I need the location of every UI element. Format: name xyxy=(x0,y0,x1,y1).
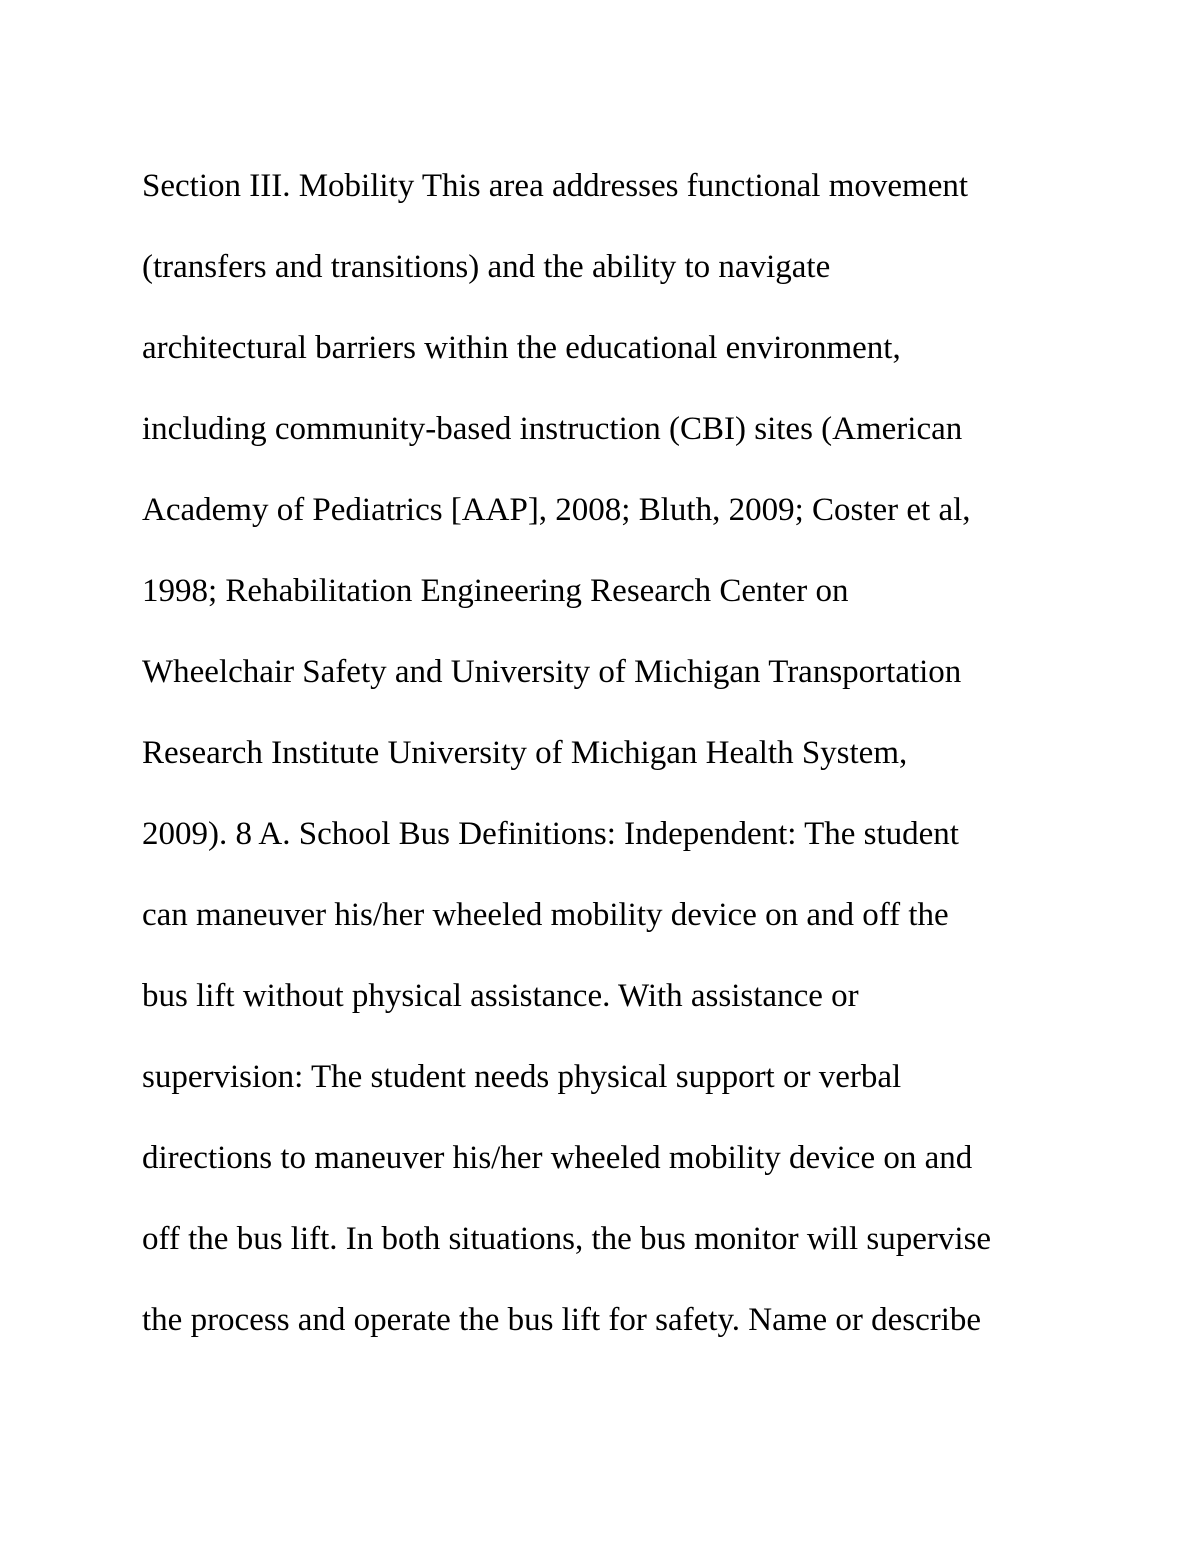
text-line-8: Research Institute University of Michigan Health System, xyxy=(142,735,908,771)
text-line-6: 1998; Rehabilitation Engineering Research Center on xyxy=(142,573,849,609)
text-line-2: (transfers and transitions) and the ability to navigate xyxy=(142,249,831,285)
text-line-1: Section III. Mobility This area addresses functional movement xyxy=(142,168,969,204)
text-line-15: the process and operate the bus lift for safety. Name or describe xyxy=(142,1302,982,1338)
text-line-5: Academy of Pediatrics [AAP], 2008; Bluth, 2009; Coster et al, xyxy=(142,492,971,528)
text-line-14: off the bus lift. In both situations, the bus monitor will supervise xyxy=(142,1221,992,1257)
text-line-12: supervision: The student needs physical support or verbal xyxy=(142,1059,902,1095)
text-line-4: including community-based instruction (CBI) sites (American xyxy=(142,411,963,447)
text-line-11: bus lift without physical assistance. With assistance or xyxy=(142,978,859,1014)
text-line-10: can maneuver his/her wheeled mobility device on and off the xyxy=(142,897,949,933)
text-line-13: directions to maneuver his/her wheeled mobility device on and xyxy=(142,1140,973,1176)
text-line-9: 2009). 8 A. School Bus Definitions: Independent: The student xyxy=(142,816,959,852)
text-line-3: architectural barriers within the educational environment, xyxy=(142,330,901,366)
body-paragraph xyxy=(142,146,1082,1361)
text-line-7: Wheelchair Safety and University of Michigan Transportation xyxy=(142,654,962,690)
